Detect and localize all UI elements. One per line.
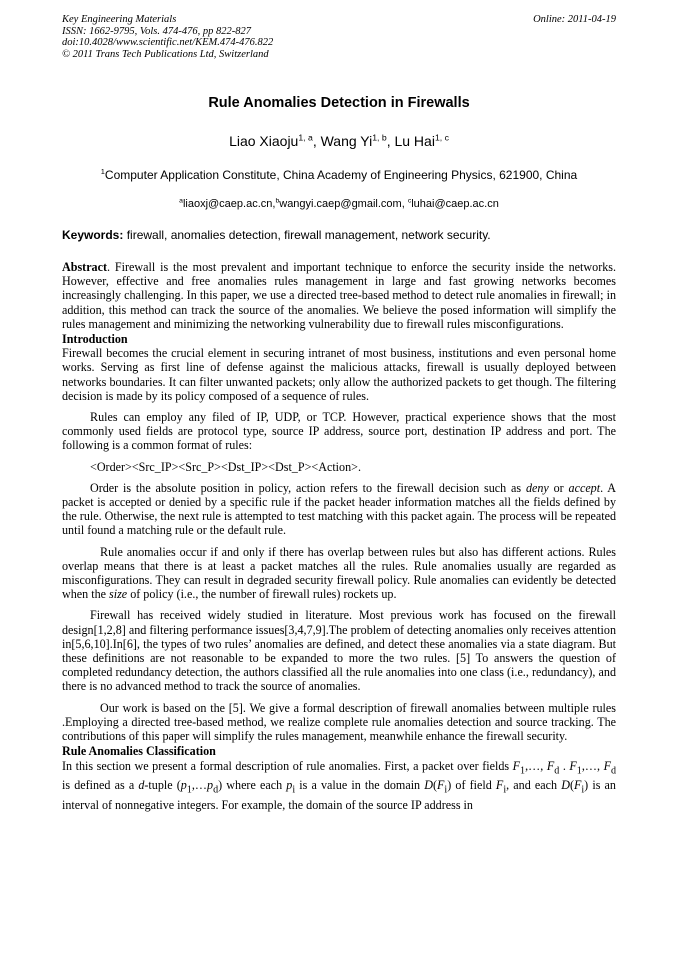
author-list: Liao Xiaoju$^{1, a}$, Wang Yi$^{1, b}$, Lu Hai$^{1, c}$ xyxy=(229,132,449,149)
paragraph: Firewall becomes the crucial element in securing intranet of most business, institutions and even personal home works. Serving as first line of defense against the malicious attacks, firewall is usually deployed between networks boundaries. It can filter unwanted packets; only allow the authorized packets to get though. The filtering decision is made by its policy composed of a sequence of rules. xyxy=(62,346,616,403)
journal-issn: ISSN: 1662-9795, Vols. 474-476, pp 822-827 xyxy=(62,25,251,37)
paragraph: Rule anomalies occur if and only if there has overlap between rules but also has different actions. Rules overlap means that there is at least a packet matches all the rules. Rule anomalies usually are regarded as misconfigurations. They can result in degraded security firewall policy. Rule anomalies can evidently be detected when the size of policy (i.e., the number of firewall rules) rockets up. xyxy=(62,544,616,602)
author-name: Lu Hai xyxy=(394,133,435,149)
section-heading-introduction: Introduction xyxy=(62,332,128,347)
email-link[interactable]: wangyi.caep@gmail.com xyxy=(279,198,402,210)
paragraph: Rules can employ any filed of IP, UDP, or TCP. However, practical experience shows that the most commonly used fields are protocol type, source IP address, source port, destination IP address and port. The following is a common format of rules: xyxy=(62,410,616,453)
keywords-label: Keywords: xyxy=(62,228,124,242)
paragraph: Firewall has received widely studied in literature. Most previous work has focused on the firewall design[1,2,8] and filtering performance issues[3,4,7,9].The problem of detecting anomalies only receives attention in[5,6,10].In[6], the types of two rules’ anomalies are defined, and detect these anomalies via a state diagram. But these definitions are not reasonable to be expanded to more the two rules. [5] To answers the question of completed redundancy detection, the authors classified all the rule anomalies into one class (i.e., redundancy), and there is no advanced method to track the source of anomalies. xyxy=(62,608,616,694)
journal-doi: doi:10.4028/www.scientific.net/KEM.474-476.822 xyxy=(62,37,274,48)
keywords xyxy=(62,228,616,242)
author-name: Wang Yi xyxy=(320,133,373,149)
paper-body xyxy=(62,260,616,812)
journal-name: Key Engineering Materials xyxy=(62,14,177,25)
author-emails: $^a$liaoxj@caep.ac.cn,$^b$wangyi.caep@gmail.com, $^c$luhai@caep.ac.cn xyxy=(179,197,499,210)
journal-copyright: © 2011 Trans Tech Publications Ltd, Switzerland xyxy=(62,48,269,60)
author-name: Liao Xiaoju xyxy=(229,133,299,149)
section-heading-classification: Rule Anomalies Classification xyxy=(62,744,216,759)
paper-title: Rule Anomalies Detection in Firewalls xyxy=(208,95,470,111)
journal-header xyxy=(62,14,616,60)
email-link[interactable]: luhai@caep.ac.cn xyxy=(411,198,499,210)
paragraph: Order is the absolute position in policy, action refers to the firewall decision such as deny or accept. A packet is accepted or denied by a specific rule if the packet header information matches all the fields defined by the rule. Otherwise, the next rule is attempted to test matching with this packet again. The process will be repeated until found a matching rule or the default rule. xyxy=(62,480,617,538)
affiliation: $^1$Computer Application Constitute, China Academy of Engineering Physics, 621900, China xyxy=(100,167,578,182)
online-date: Online: 2011-04-19 xyxy=(533,14,616,25)
paragraph: In this section we present a formal description of rule anomalies. First, a packet over fields $F_1,\dots$, $F_d$ . $F_1,\dots$, $F_d$ is defined as a d-tuple $(p_1,\dots p_d)$ where each $p_i$ is a value in the domain $D(F_i)$ of field $F_i$, and each $D(F_i)$ is an interval of nonnegative integers. For example, the domain of the source IP address in xyxy=(62,758,616,812)
author-sup: 1, b xyxy=(372,132,387,143)
keywords-text: firewall, anomalies detection, firewall management, network security. xyxy=(123,228,491,242)
author-sup: 1, a xyxy=(298,132,313,143)
email-link[interactable]: liaoxj@caep.ac.cn xyxy=(182,198,273,210)
paragraph: Our work is based on the [5]. We give a formal description of firewall anomalies between multiple rules .Employing a directed tree-based method, we realize complete rule anomalies detection and source tracking. The contributions of this paper will simplify the rules management, meanwhile enhance the firewall security. xyxy=(62,700,616,744)
author-sup: 1, c xyxy=(434,132,449,143)
abstract: Abstract. Firewall is the most prevalent and important technique to enforce the security inside the networks. However, effective and free anomalies rules management in large and fast growing networks becomes increasingly challenging. In this paper, we use a directed tree-based method to detect rule anomalies in firewall; in addition, this method can track the source of the anomalies. We believe the posed information will simplify the rules management and minimizing the networking vulnerability due to firewall rules misconfigurations. xyxy=(62,260,616,331)
rule-format: <Order><Src_IP><Src_P><Dst_IP><Dst_P><Action>. xyxy=(90,459,361,474)
